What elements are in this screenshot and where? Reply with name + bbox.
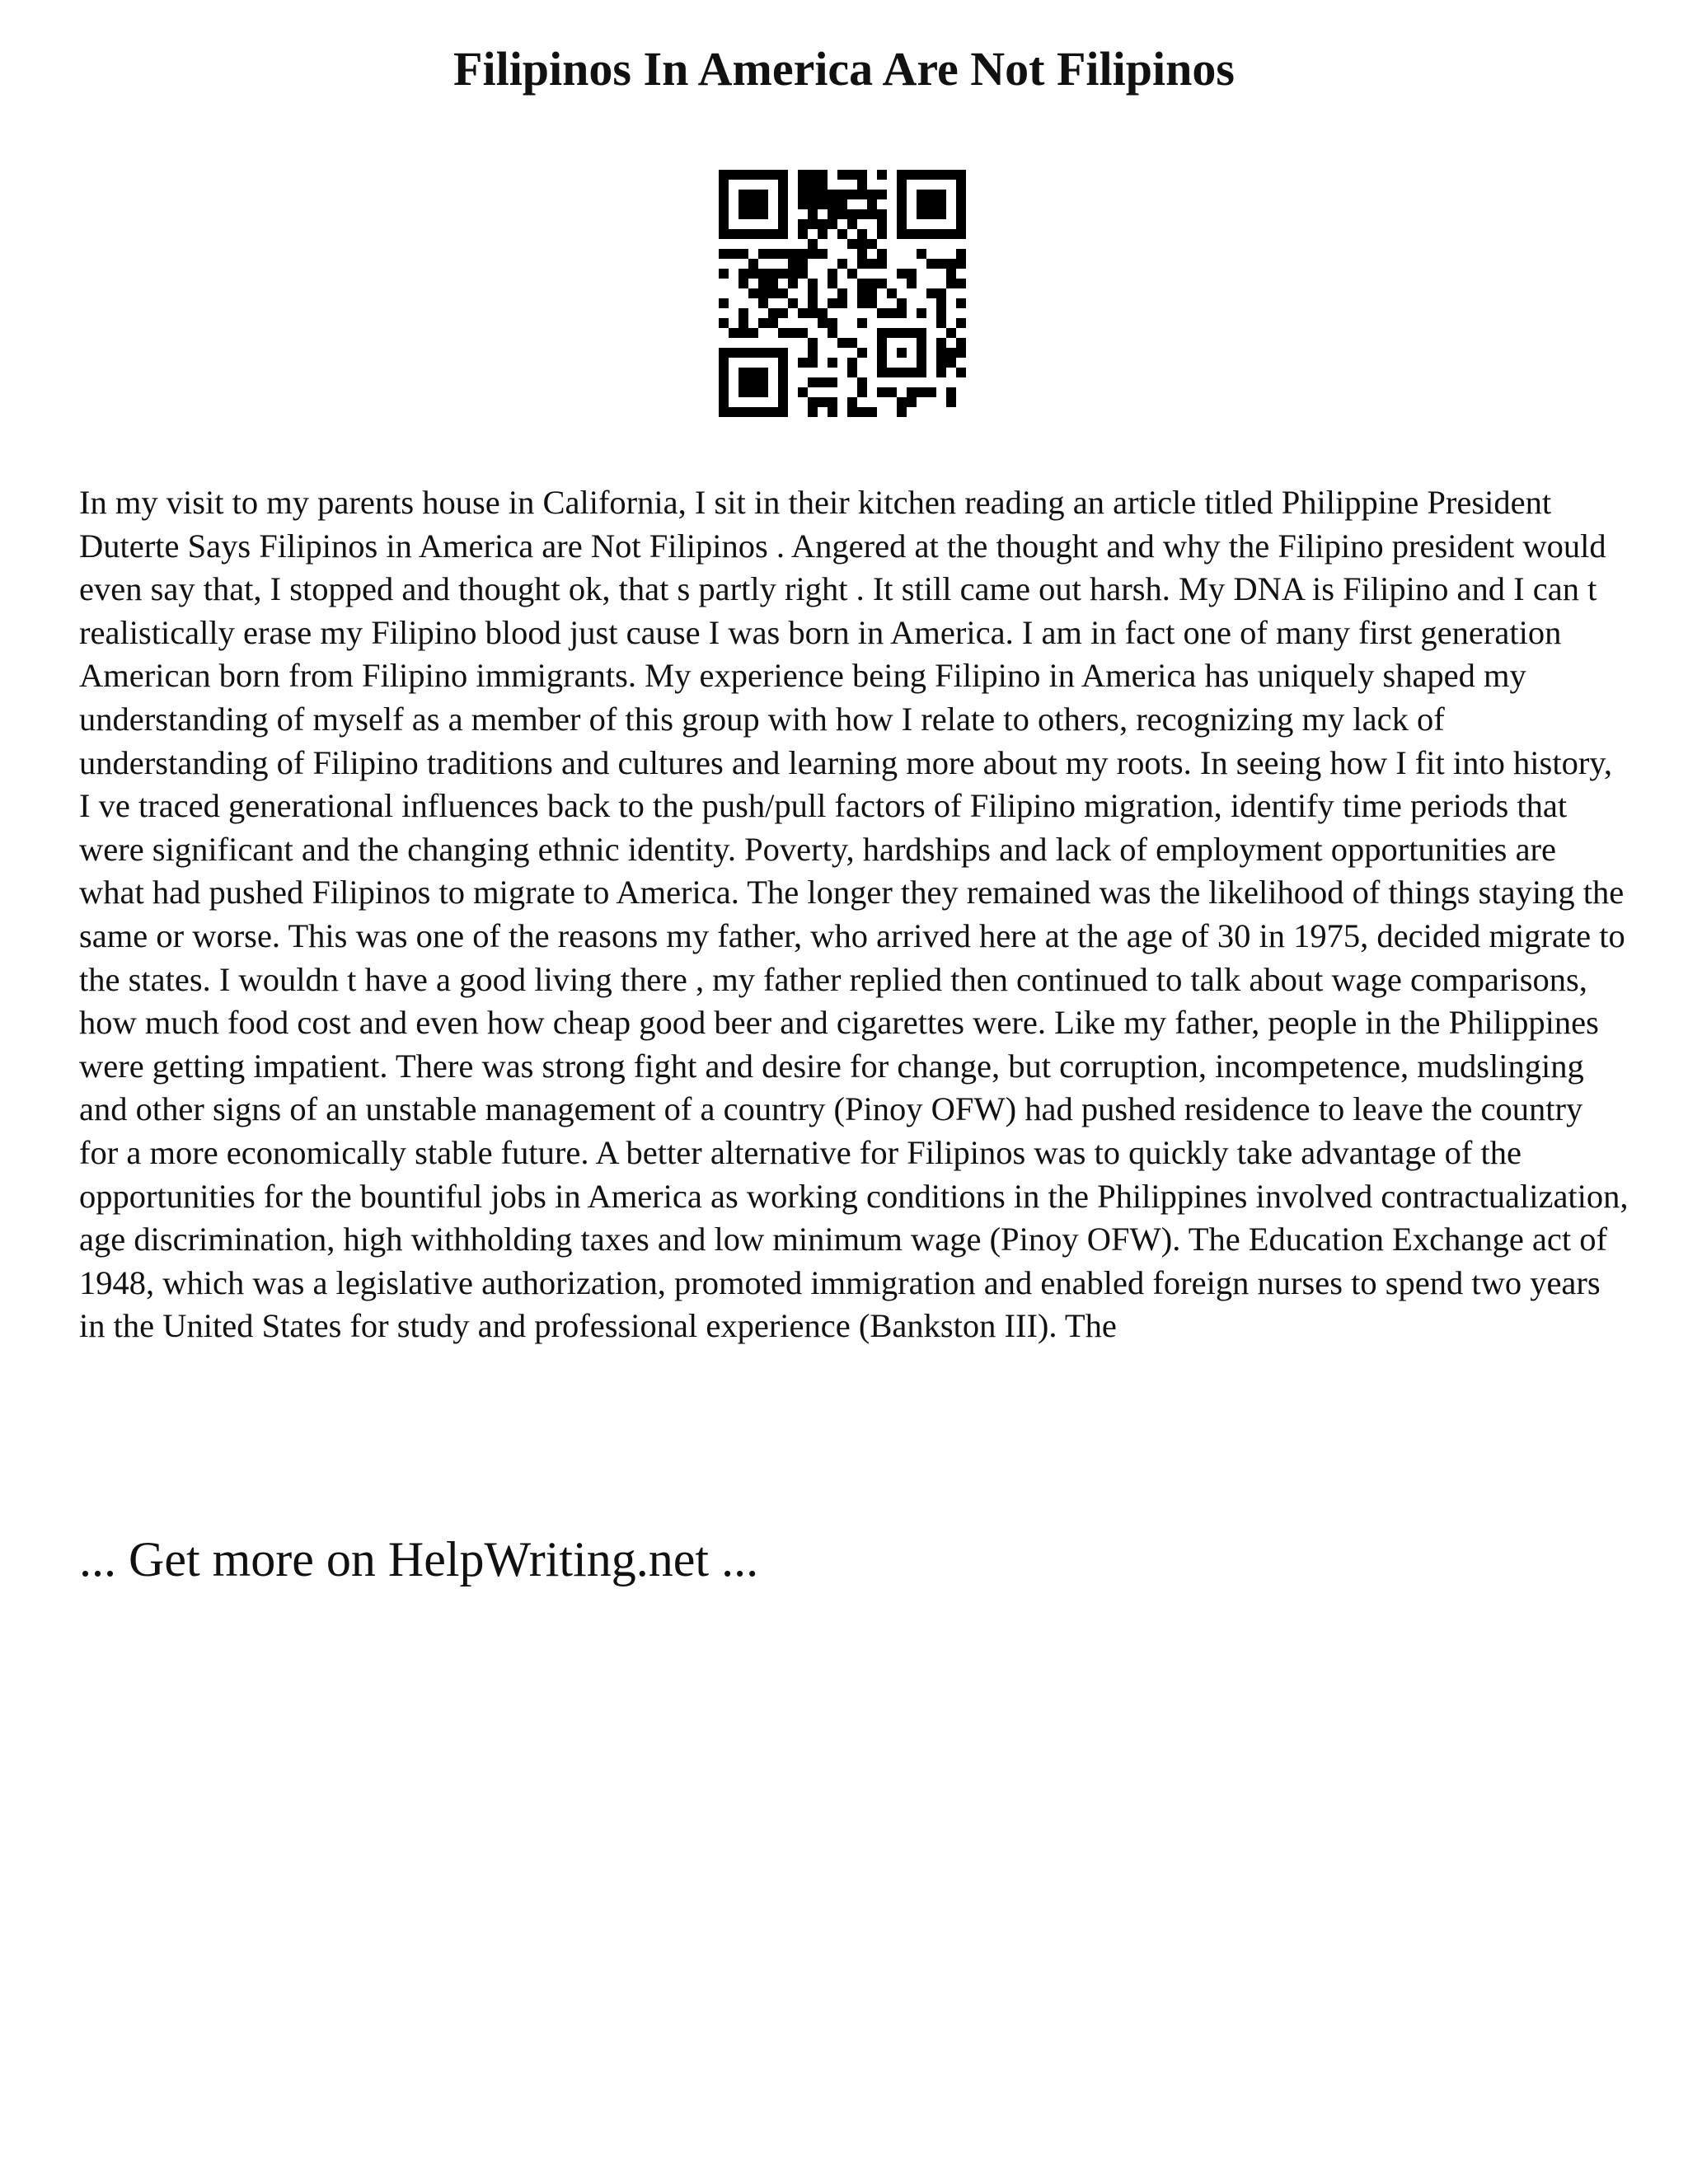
get-more-link[interactable]: ... Get more on HelpWriting.net ... [79, 1532, 759, 1586]
qr-code-icon[interactable] [719, 170, 966, 417]
article-body: In my visit to my parents house in California, I sit in their kitchen reading an article titled Philippine President Duterte Says Filipinos in America are Not Filipinos . Angered at the thought and why the Filipino president would even say that, I stopped and thought ok, that s partly right . It still came out harsh. My DNA is Filipino and I can t realistically erase my Filipino blood just cause I was born in America. I am in fact one of many first generation American born from Filipino immigrants. My experience being Filipino in America has uniquely shaped my understanding of myself as a member of this group with how I relate to others, recognizing my lack of understanding of Filipino traditions and cultures and learning more about my roots. In seeing how I fit into history, I ve traced generational influences back to the push/pull factors of Filipino migration, identify time periods that were significant and the changing ethnic identity. Poverty, hardships and lack of employment opportunities are what had pushed Filipinos to migrate to America. The longer they remained was the likelihood of things staying the same or worse. This was one of the reasons my father, who arrived here at the age of 30 in 1975, decided migrate to the states. I wouldn t have a good living there , my father replied then continued to talk about wage comparisons, how much food cost and even how cheap good beer and cigarettes were. Like my father, people in the Philippines were getting impatient. There was strong fight and desire for change, but corruption, incompetence, mudslinging and other signs of an unstable management of a country (Pinoy OFW) had pushed residence to leave the country for a more economically stable future. A better alternative for Filipinos was to quickly take advantage of the opportunities for the bountiful jobs in America as working conditions in the Philippines involved contractualization, age discrimination, high withholding taxes and low minimum wage (Pinoy OFW). The Education Exchange act of 1948, which was a legislative authorization, promoted immigration and enabled foreign nurses to spend two years in the United States for study and professional experience (Bankston III). The [79, 484, 1629, 1345]
page-title: Filipinos In America Are Not Filipinos [453, 42, 1235, 96]
